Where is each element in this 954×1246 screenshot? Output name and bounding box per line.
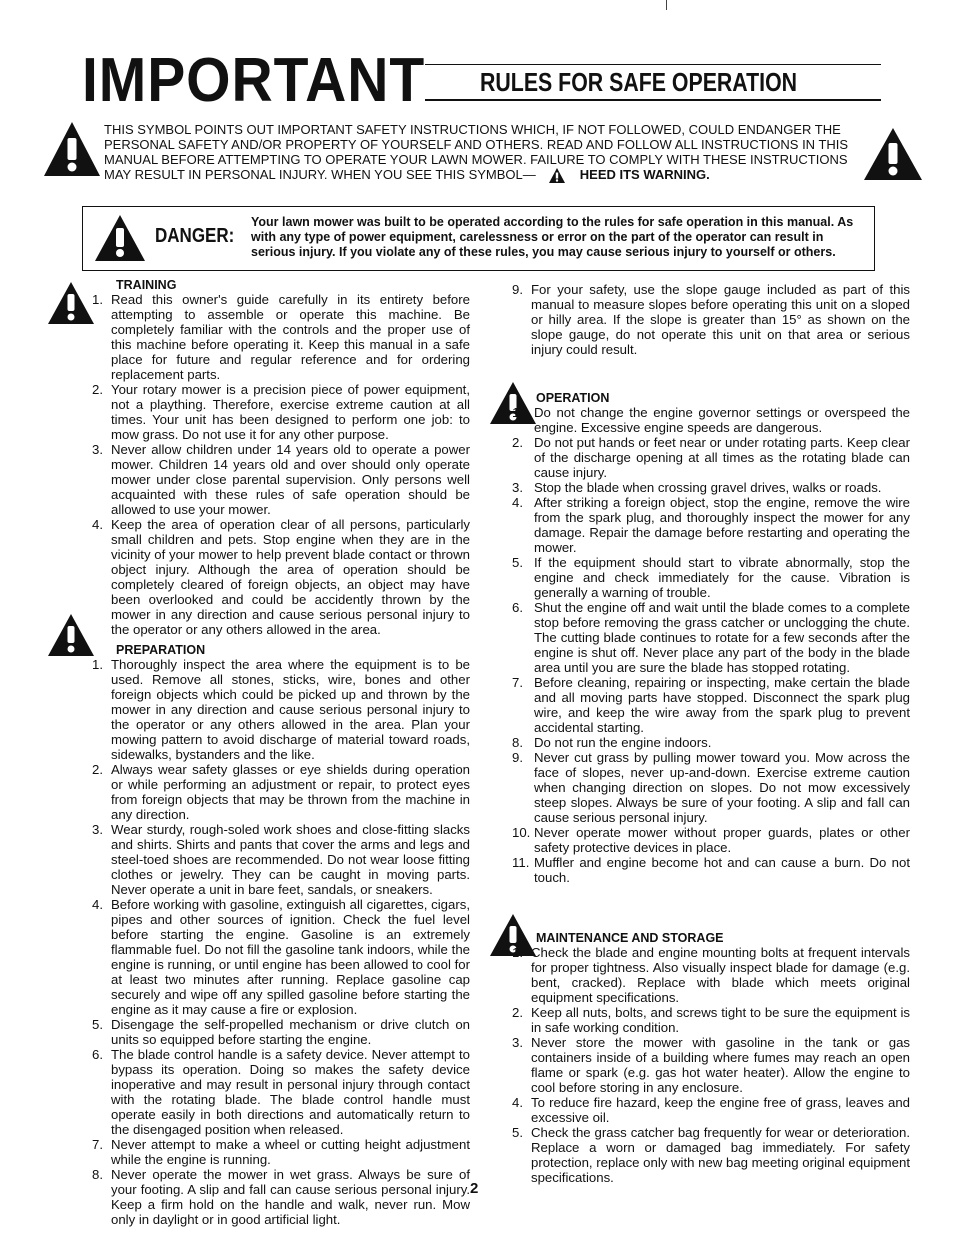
- safety-alert-icon: [42, 120, 102, 178]
- item-text: Never attempt to make a wheel or cutting height adjustment while the engine is running.: [111, 1137, 470, 1167]
- page-subtitle: RULES FOR SAFE OPERATION: [480, 67, 798, 97]
- item-text: Do not change the engine governor settings or overspeed the engine. Excessive engine speeds are dangerous.: [534, 405, 910, 435]
- preparation-heading: PREPARATION: [116, 643, 206, 657]
- item-text: Thoroughly inspect the area where the equipment is to be used. Remove all stones, sticks, wire, bones and other foreign objects which could be picked up and thrown by the mower in any direction and cause serious personal injury to the operator or any others allowed in the area. Plan your mowing pattern to avoid discharge of material toward roads, sidewalks, bystanders and the like.: [111, 657, 470, 762]
- safety-alert-mini-icon: [548, 167, 566, 184]
- list-item: [512, 495, 910, 555]
- heed-warning-text: HEED ITS WARNING.: [579, 167, 710, 182]
- item-text: Always wear safety glasses or eye shields during operation or while performing an adjustment or repair, to protect eyes from foreign objects that may be thrown from the machine in any direction.: [111, 762, 470, 822]
- list-item: [512, 1095, 910, 1125]
- item-text: Never operate the mower in wet grass. Always be sure of your footing. A slip and fall can cause serious personal injury. Keep a firm hold on the handle and walk, never run. Mow only in daylight or in good artificial light.: [111, 1167, 470, 1227]
- preparation-alert-icon: [46, 612, 96, 658]
- page-number: 2: [470, 1180, 479, 1197]
- list-item: [92, 1167, 470, 1227]
- list-item: [512, 675, 910, 735]
- item-number: 4.: [92, 897, 103, 912]
- item-text: Wear sturdy, rough-soled work shoes and close-fitting slacks and shirts. Shirts and pants that cover the arms and legs and steel-toed shoes are recommended. Do not wear loose fitting clothes or jewelry. They can be caught in moving parts. Never operate a unit in bare feet, sandals, or sneakers.: [111, 822, 470, 897]
- item-text: Before cleaning, repairing or inspecting, make certain the blade and all moving parts have stopped. Disconnect the spark plug wire, and keep the wire away from the spark plug to prevent accidental starting.: [534, 675, 910, 735]
- item-text: After striking a foreign object, stop the engine, remove the wire from the spark plug, and thoroughly inspect the mower for any damage. Repair the damage before restarting and operating the mower.: [534, 495, 910, 555]
- item-number: 1.: [512, 405, 523, 420]
- item-text: Stop the blade when crossing gravel drives, walks or roads.: [534, 480, 882, 495]
- intro-text: THIS SYMBOL POINTS OUT IMPORTANT SAFETY INSTRUCTIONS WHICH, IF NOT FOLLOWED, COULD ENDANGER THE PERSONAL SAFETY AND/OR PROPERTY OF YOURSELF AND OTHERS. READ AND FOLLOW ALL INSTRUCTIONS IN THIS MANUAL BEFORE ATTEMPTING TO OPERATE YOUR LAWN MOWER. FAILURE TO COMPLY WITH THESE INSTRUCTIONS MAY RESULT IN PERSONAL INJURY. WHEN YOU SEE THIS SYMBOL—: [104, 122, 849, 182]
- list-item: [92, 1137, 470, 1167]
- item-number: 5.: [92, 1017, 103, 1032]
- item-text: Never allow children under 14 years old to operate a power mower. Children 14 years old and over should only operate mower under close parental supervision. Only persons well acquainted with these rules of safe operation should be allowed to use your mower.: [111, 442, 470, 517]
- item-text: Before working with gasoline, extinguish all cigarettes, cigars, pipes and other sources of ignition. Check the fuel level before starting the engine. Gasoline is an extremely flammable fuel. Do not fill the gasoline tank indoors, while the engine is running, or until engine has been allowed to cool for at least two minutes after running. Replace gasoline cap securely and wipe off any spilled gasoline before starting the engine as it may cause a fire or explosion.: [111, 897, 470, 1017]
- item-text: Never cut grass by pulling mower toward you. Mow across the face of slopes, never up-and-down. Exercise extreme caution when changing direction on slopes. Do not mow excessively steep slopes. Always be sure of your footing. A slip and fall can cause serious personal injury.: [534, 750, 910, 825]
- item-text: Muffler and engine become hot and can cause a burn. Do not touch.: [534, 855, 910, 885]
- item-number: 5.: [512, 555, 523, 570]
- list-item: [512, 825, 910, 855]
- list-item: [92, 292, 470, 382]
- item-number: 9.: [512, 750, 523, 765]
- page-title: IMPORTANT: [82, 46, 426, 115]
- item-number: 7.: [512, 675, 523, 690]
- item-text: If the equipment should start to vibrate abnormally, stop the engine and check immediately for the cause. Vibration is generally a warning of trouble.: [534, 555, 910, 600]
- list-item: [512, 1125, 910, 1185]
- training-heading: TRAINING: [116, 278, 177, 292]
- danger-label: DANGER:: [155, 225, 235, 247]
- item-number: 2.: [512, 1005, 523, 1020]
- maintenance-heading: MAINTENANCE AND STORAGE: [536, 931, 724, 945]
- item-number: 1.: [512, 945, 523, 960]
- item-number: 5.: [512, 1125, 523, 1140]
- list-item: [512, 555, 910, 600]
- list-item: [512, 1035, 910, 1095]
- item-text: Keep the area of operation clear of all persons, particularly small children and pets. Stop engine when they are in the vicinity of your mower to help prevent blade contact or thrown object injury. Although the area of operation should be completely cleared of foreign objects, an object may have been overlooked and could be accidently thrown by the mower in any direction and cause serious personal injury to the operator or any others allowed in the area.: [111, 517, 470, 637]
- list-item: [92, 382, 470, 442]
- item-text: Check the grass catcher bag frequently for wear or deterioration. Replace a worn or damaged bag immediately. For safety protection, replace only with new bag meeting original equipment specifications.: [531, 1125, 910, 1185]
- item-number: 3.: [512, 1035, 523, 1050]
- item-number: 4.: [92, 517, 103, 532]
- list-item: [512, 750, 910, 825]
- item-number: 3.: [92, 822, 103, 837]
- list-item: [512, 405, 910, 435]
- item-text: Read this owner's guide carefully in its entirety before attempting to assemble or operate this machine. Be completely familiar with the controls and the proper use of this machine before operating it. Keep this manual in a safe place for future and regular reference and for ordering replacement parts.: [111, 292, 470, 382]
- safety-alert-icon-right: [862, 126, 924, 182]
- right-column: [512, 282, 910, 1185]
- list-item: [512, 282, 910, 357]
- list-item: [512, 480, 910, 495]
- danger-alert-icon: [93, 213, 147, 263]
- list-item: [92, 517, 470, 637]
- item-number: 2.: [92, 382, 103, 397]
- list-item: [512, 735, 910, 750]
- item-text: Shut the engine off and wait until the blade comes to a complete stop before removing the grass catcher or unclogging the chute. The cutting blade continues to rotate for a few seconds after the engine is shut off. Never place any part of the body in the blade area until you are sure the blade has stopped rotating.: [534, 600, 910, 675]
- item-text: Do not run the engine indoors.: [534, 735, 712, 750]
- item-number: 6.: [92, 1047, 103, 1062]
- item-number: 4.: [512, 495, 523, 510]
- intro-paragraph: [104, 122, 864, 184]
- item-number: 6.: [512, 600, 523, 615]
- danger-text: Your lawn mower was built to be operated according to the rules for safe operation in this manual. As with any type of power equipment, carelessness or error on the part of the operator can result in serious injury. If you violate any of these rules, you may cause serious injury to yourself or others.: [251, 215, 854, 259]
- item-number: 2.: [92, 762, 103, 777]
- list-item: [512, 600, 910, 675]
- item-text: Check the blade and engine mounting bolts at frequent intervals for proper tightness. Also visually inspect blade for damage (e.g. bent, cracked). Replace with blade which meets original equipment specifications.: [531, 945, 910, 1005]
- item-text: Do not put hands or feet near or under rotating parts. Keep clear of the discharge opening at all times as the rotating blade can cause injury.: [534, 435, 910, 480]
- header-rule-bottom: [425, 99, 881, 101]
- item-number: 2.: [512, 435, 523, 450]
- list-item: [512, 855, 910, 885]
- preparation-continued-list: [512, 282, 910, 357]
- item-text: The blade control handle is a safety device. Never attempt to bypass its operation. Doing so makes the safety device inoperative and may result in personal injury through contact with the rotating blade. The blade control handle must operate easily in both directions and automatically return to the disengaged position when released.: [111, 1047, 470, 1137]
- list-item: [92, 1017, 470, 1047]
- item-number: 7.: [92, 1137, 103, 1152]
- danger-box: [82, 206, 875, 271]
- item-text: Keep all nuts, bolts, and screws tight to be sure the equipment is in safe working condition.: [531, 1005, 910, 1035]
- training-list: [92, 292, 470, 637]
- item-text: Disengage the self-propelled mechanism or drive clutch on units so equipped before starting the engine.: [111, 1017, 470, 1047]
- list-item: [512, 1005, 910, 1035]
- operation-heading: OPERATION: [536, 391, 610, 405]
- item-number: 4.: [512, 1095, 523, 1110]
- item-number: 1.: [92, 657, 103, 672]
- item-text: For your safety, use the slope gauge included as part of this manual to measure slopes before operating this unit on a sloped or hilly area. If the slope is greater than 15° as shown on the slope gauge, do not operate this unit on that area or serious injury could result.: [531, 282, 910, 357]
- list-item: [92, 657, 470, 762]
- item-number: 11.: [512, 855, 530, 870]
- training-alert-icon: [46, 280, 96, 326]
- list-item: [92, 897, 470, 1017]
- item-number: 8.: [92, 1167, 103, 1182]
- item-number: 3.: [92, 442, 103, 457]
- list-item: [512, 945, 910, 1005]
- item-text: To reduce fire hazard, keep the engine free of grass, leaves and excessive oil.: [531, 1095, 910, 1125]
- scan-mark: [666, 0, 667, 10]
- header-rule-top: [425, 64, 881, 65]
- list-item: [92, 1047, 470, 1137]
- list-item: [92, 822, 470, 897]
- list-item: [92, 762, 470, 822]
- item-number: 3.: [512, 480, 523, 495]
- item-number: 8.: [512, 735, 523, 750]
- item-number: 1.: [92, 292, 103, 307]
- preparation-list: [92, 657, 470, 1227]
- item-number: 10.: [512, 825, 531, 840]
- item-text: Your rotary mower is a precision piece of power equipment, not a plaything. Therefore, exercise extreme caution at all times. Your unit has been designed to perform one job: to mow grass. Do not use it for any other purpose.: [111, 382, 470, 442]
- list-item: [512, 435, 910, 480]
- item-text: Never operate mower without proper guards, plates or other safety protective devices in place.: [534, 825, 910, 855]
- item-number: 9.: [512, 282, 523, 297]
- left-column: [92, 278, 470, 1227]
- item-text: Never store the mower with gasoline in the tank or gas containers inside of a building where fumes may reach an open flame or spark (e.g. gas hot water heater). Allow the engine to cool before storing in any enclosure.: [531, 1035, 910, 1095]
- operation-list: [512, 405, 910, 885]
- list-item: [92, 442, 470, 517]
- maintenance-list: [512, 945, 910, 1185]
